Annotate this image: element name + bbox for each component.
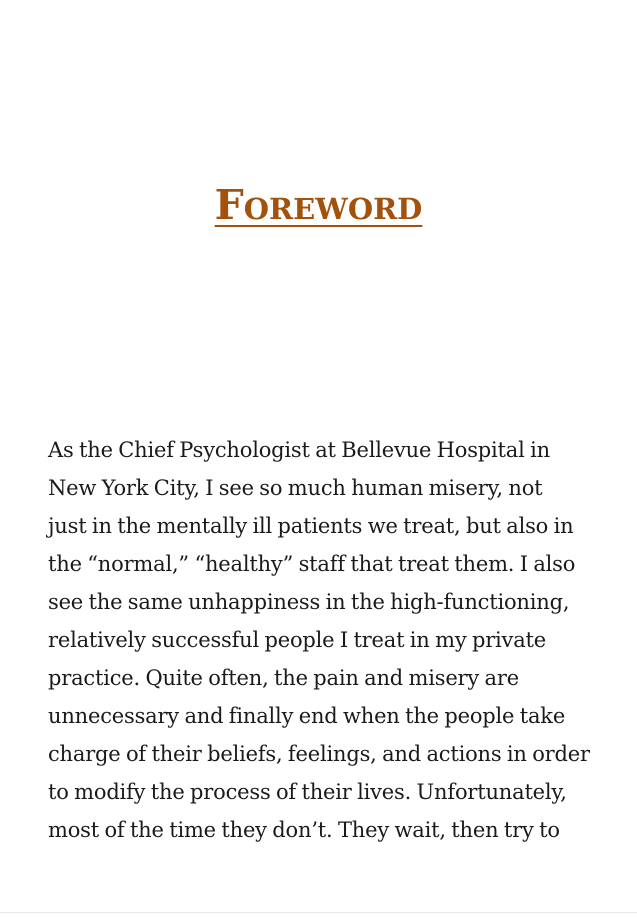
text-line: relatively successful people I treat in my private xyxy=(48,628,547,652)
text-line: most of the time they don’t. They wait, then try to xyxy=(48,818,560,842)
text-line: unnecessary and finally end when the people take xyxy=(48,704,566,728)
text-line: to modify the process of their lives. Unfortunately, xyxy=(48,780,567,804)
chapter-title xyxy=(0,178,637,232)
body-paragraph xyxy=(48,431,593,849)
page-bottom-divider xyxy=(0,912,637,913)
text-line: New York City, I see so much human misery, not xyxy=(48,476,543,500)
text-line: just in the mentally ill patients we treat, but also in xyxy=(48,514,574,538)
text-line: charge of their beliefs, feelings, and actions in order xyxy=(48,742,590,766)
text-line: practice. Quite often, the pain and misery are xyxy=(48,666,519,690)
text-line: As the Chief Psychologist at Bellevue Hospital in xyxy=(48,438,550,462)
chapter-title-text: Foreword xyxy=(214,181,423,229)
text-line: the “normal,” “healthy” staff that treat them. I also xyxy=(48,552,576,576)
text-line: see the same unhappiness in the high-functioning, xyxy=(48,590,570,614)
